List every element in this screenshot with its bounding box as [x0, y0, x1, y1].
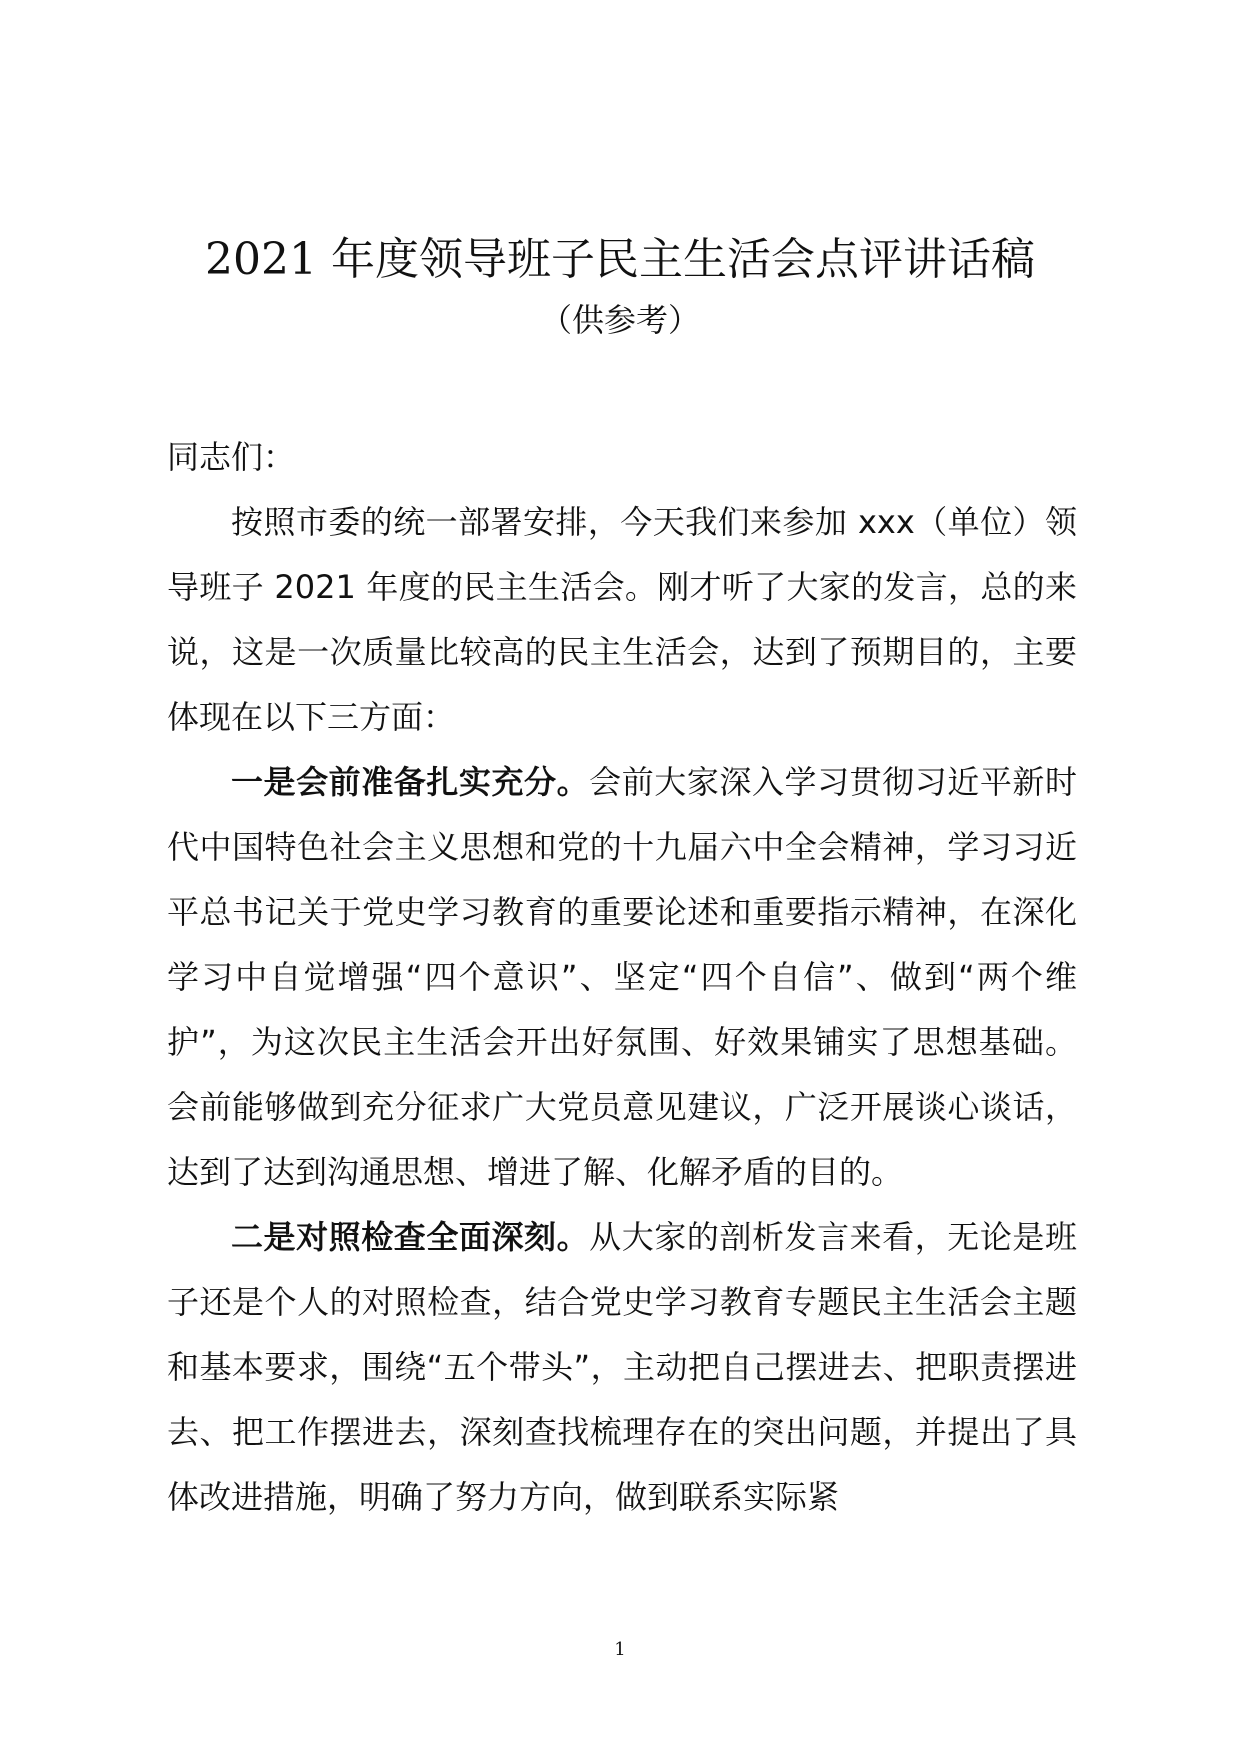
point-two-heading: 二是对照检查全面深刻。	[231, 1218, 590, 1256]
document-title: 2021 年度领导班子民主生活会点评讲话稿	[205, 234, 1035, 285]
point-one-heading: 一是会前准备扎实充分。	[231, 763, 590, 801]
document-body	[167, 425, 1077, 1530]
paragraph-point-one	[167, 750, 1077, 1205]
paragraph-intro	[167, 490, 1077, 750]
document-subtitle: （供参考）	[539, 301, 700, 339]
point-one-text: 会前大家深入学习贯彻习近平新时代中国特色社会主义思想和党的十九届六中全会精神，学习习近平总书记关于党史学习教育的重要论述和重要指示精神，在深化学习中自觉增强“四个意识”、坚定“四个自信”、做到“两个维护”，为这次民主生活会开出好氛围、好效果铺实了思想基础。会前能够做到充分征求广大党员意见建议，广泛开展谈心谈话，达到了达到沟通思想、增进了解、化解矛盾的目的。	[167, 763, 1077, 1191]
paragraph-intro-text: 按照市委的统一部署安排，今天我们来参加 xxx（单位）领导班子 2021 年度的民主生活会。刚才听了大家的发言，总的来说，这是一次质量比较高的民主生活会，达到了预期目的，主要体现在以下三方面：	[167, 503, 1077, 736]
salutation: 同志们：	[167, 438, 296, 476]
point-two-text: 从大家的剖析发言来看，无论是班子还是个人的对照检查，结合党史学习教育专题民主生活会主题和基本要求，围绕“五个带头”，主动把自己摆进去、把职责摆进去、把工作摆进去，深刻查找梳理存在的突出问题，并提出了具体改进措施，明确了努力方向，做到联系实际紧	[167, 1218, 1077, 1516]
page-number: 1	[614, 1639, 626, 1660]
paragraph-point-two	[167, 1205, 1077, 1530]
